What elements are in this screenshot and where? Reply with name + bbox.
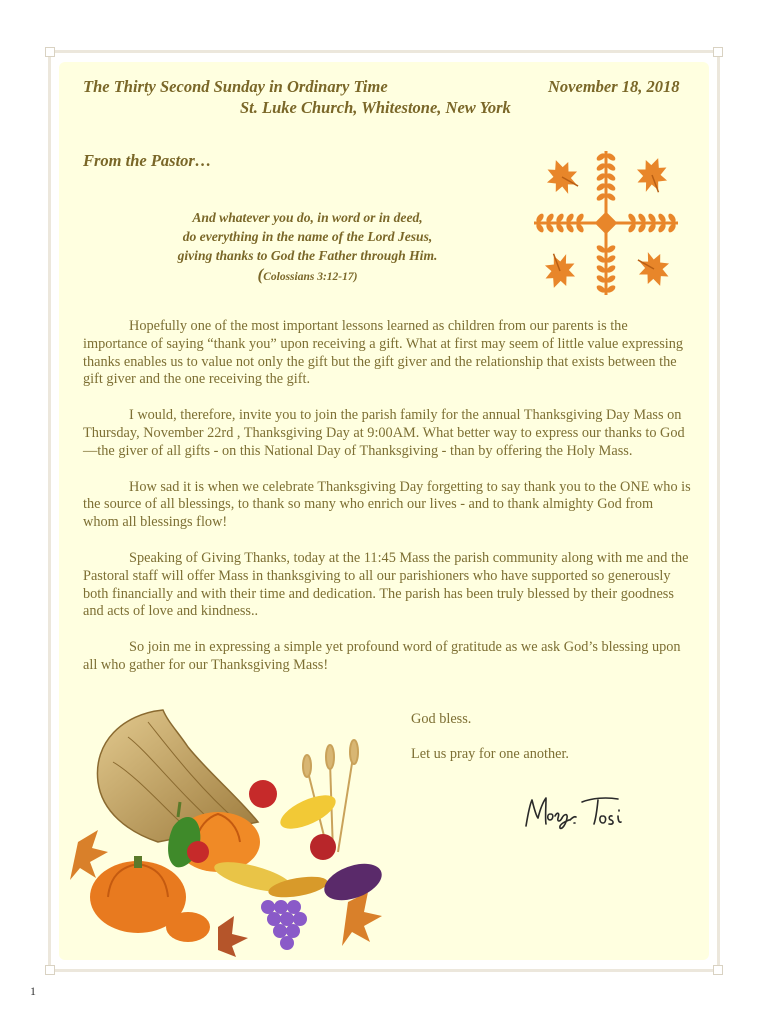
frame-corner-ornament: [713, 965, 723, 975]
section-heading: From the Pastor…: [83, 151, 212, 170]
verse-ref-paren: (: [257, 265, 264, 284]
autumn-leaves-wheat-emblem: [532, 147, 680, 299]
letter-paragraph: How sad it is when we celebrate Thanksgiving Day forgetting to say thank you to the ONE who is the source of all blessings, to thank so many who enrich our lives - and to thank almighty God from whom all blessings flow!: [83, 478, 691, 531]
verse-line: giving thanks to God the Father through Him.: [177, 248, 438, 263]
frame-corner-ornament: [45, 47, 55, 57]
frame-corner-ornament: [713, 47, 723, 57]
letter-paragraph: Speaking of Giving Thanks, today at the 11:45 Mass the parish community along with me and the Pastoral staff will offer Mass in thanksgiving to all our parishioners who have supported so generously both financially and with their time and dedication. The parish has been truly blessed by their goodness and acts of love and kindness..: [83, 549, 689, 620]
page-number: 1: [30, 984, 36, 998]
verse-line: And whatever you do, in word or in deed,: [192, 210, 423, 225]
closing-blessing: God bless.: [411, 711, 472, 727]
verse-reference: [150, 265, 465, 287]
letter-paragraph: So join me in expressing a simple yet profound word of gratitude as we ask God’s blessing upon all who gather for our Thanksgiving Mass!: [83, 639, 681, 673]
frame-corner-ornament: [45, 965, 55, 975]
scripture-verse: [150, 208, 465, 287]
bulletin-date: November 18, 2018: [548, 77, 680, 96]
bulletin-title: The Thirty Second Sunday in Ordinary Time: [83, 77, 388, 96]
church-name: St. Luke Church, Whitestone, New York: [240, 98, 511, 117]
letter-paragraph: I would, therefore, invite you to join the parish family for the annual Thanksgiving Day Mass on Thursday, November 22rd , Thanksgiving Day at 9:00AM. What better way to express our thanks to God—the giver of all gifts - on this National Day of Thanksgiving - than by offering the Holy Mass.: [83, 407, 685, 459]
pastor-signature: [522, 792, 632, 832]
verse-line: do everything in the name of the Lord Jesus,: [182, 229, 433, 244]
letter-paragraph: Hopefully one of the most important lessons learned as children from our parents is the importance of saying “thank you” upon receiving a gift. What at first may seem of little value expressing thanks enables us to value not only the gift but the gift giver and the relationship that exists between the gift giver and the one receiving the gift.: [83, 318, 684, 388]
verse-ref-text: Colossians 3:12-17): [263, 271, 358, 283]
letter-body: [83, 318, 691, 693]
cornucopia-illustration: [68, 702, 398, 957]
closing-prayer: Let us pray for one another.: [411, 746, 570, 762]
